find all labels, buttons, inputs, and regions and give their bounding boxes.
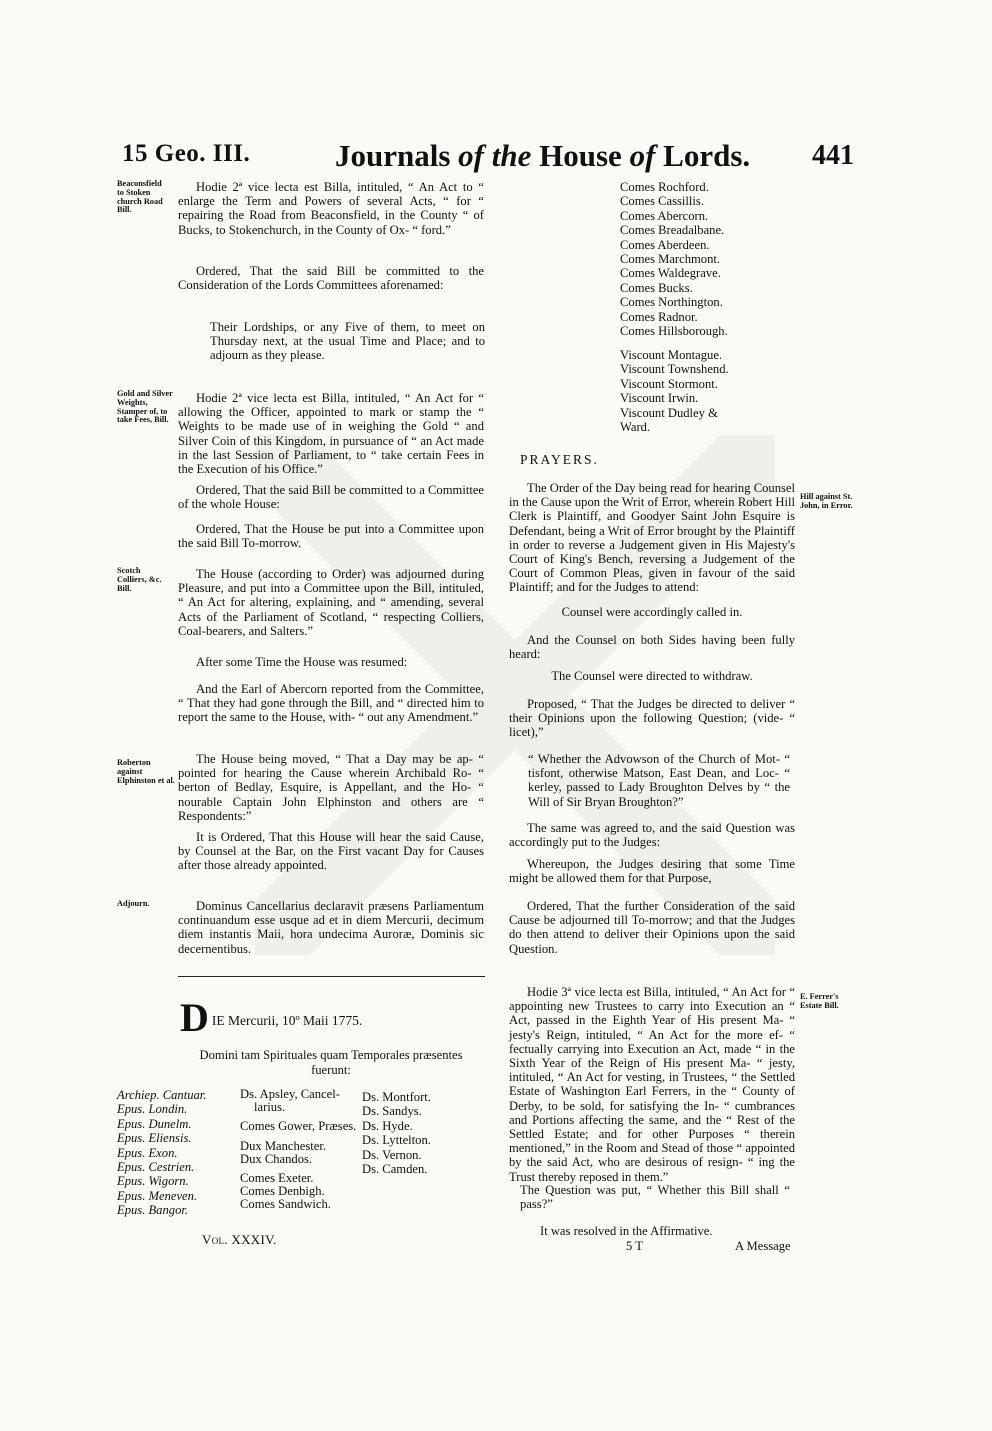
lord-entry: Ds. Camden. xyxy=(362,1162,428,1177)
para-ordered-further: Ordered, That the further Consideration of the said Cause be adjourned till To-morrow; and that the Judges do then attend to deliver their Opinions upon the said Question. xyxy=(509,899,795,956)
lord-entry: Comes Radnor. xyxy=(620,309,698,324)
title-of-2: of xyxy=(629,138,656,173)
margin-note-ferrers: E. Ferrer's Estate Bill. xyxy=(800,992,839,1010)
para-counsel-withdraw: The Counsel were directed to withdraw. xyxy=(551,669,753,683)
lord-entry: Comes Abercorn. xyxy=(620,208,709,223)
para-proposed: Proposed, “ That the Judges be directed to deliver “ their Opinions upon the following Question; (vide- “ licet),” xyxy=(509,697,795,740)
lord-entry: Comes Rochford. xyxy=(620,180,709,194)
para-question-put: The Question was put, “ Whether this Bill shall “ pass?” xyxy=(520,1183,790,1212)
lord-entry: Epus. Meneven. xyxy=(117,1188,198,1203)
margin-note-roberton: Roberton against Elphinston et al. xyxy=(117,758,175,785)
lord-entry: Viscount Townshend. xyxy=(620,362,729,377)
date-text: IE Mercurii, 10º Maii 1775. xyxy=(211,1013,363,1028)
comites-list xyxy=(620,180,728,338)
para-ordered-committed: Ordered, That the said Bill be committed to the Consideration of the Lords Committees aforenamed: xyxy=(178,264,484,293)
lord-entry: Ds. Lyttelton. xyxy=(362,1133,431,1148)
lord-entry: Epus. Exon. xyxy=(117,1145,178,1160)
lords-column-3 xyxy=(362,1090,431,1176)
lord-entry: Epus. Dunelm. xyxy=(117,1116,192,1131)
margin-note-hill: Hill against St. John, in Error. xyxy=(800,492,853,510)
page-header xyxy=(0,140,992,180)
margin-note-gold-silver: Gold and Silver Weights, Stamper of, to take Fees, Bill. xyxy=(117,389,173,425)
lord-entry: Ds. Apsley, Cancel- xyxy=(240,1087,340,1101)
page-number: 441 xyxy=(812,140,854,171)
lord-entry: Ds. Hyde. xyxy=(362,1118,413,1133)
lord-entry: Viscount Stormont. xyxy=(620,376,718,391)
lord-entry: Ds. Montfort. xyxy=(362,1090,431,1104)
lord-entry: Comes Cassillis. xyxy=(620,194,704,209)
lord-entry: Comes Hillsborough. xyxy=(620,324,728,339)
lord-entry: Epus. Wigorn. xyxy=(117,1174,189,1189)
section-divider xyxy=(178,976,485,977)
prayers-heading: PRAYERS. xyxy=(520,452,599,467)
para-beaconsfield-bill: Hodie 2ª vice lecta est Billa, intituled, “ An Act to “ enlarge the Term and Powers of several Acts, “ for “ repairing the Road from Beaconsfield, in the County “ of Bucks, to Stokenchurch, in the County of Ox- “ ford.” xyxy=(178,180,484,237)
margin-note-adjourn: Adjourn. xyxy=(117,899,150,908)
date-heading xyxy=(180,995,480,1040)
drop-cap: D xyxy=(180,995,209,1040)
para-judges-desiring: Whereupon, the Judges desiring that some Time might be allowed them for that Purpose, xyxy=(509,857,795,886)
lord-entry: Comes Denbigh. xyxy=(240,1184,325,1199)
volume-signature: Vol. XXXIV. xyxy=(202,1232,277,1247)
lord-entry: Epus. Londin. xyxy=(117,1102,188,1117)
lord-entry: Epus. Cestrien. xyxy=(117,1160,195,1175)
margin-note-scotch-colliers: Scotch Colliers, &c. Bill. xyxy=(117,566,162,593)
lord-entry: Dux Chandos. xyxy=(240,1151,313,1166)
para-adjournment-latin: Dominus Cancellarius declaravit præsens Parliamentum continuandum esse usque ad et in diem Mercurii, decimum diem instantis Maii, hora undecima Auroræ, Dominis sic decernentibus. xyxy=(178,899,484,956)
regnal-year: 15 Geo. III. xyxy=(122,140,251,167)
para-counsel-heard: And the Counsel on both Sides having been fully heard: xyxy=(509,633,795,662)
domini-line-2: fuerunt: xyxy=(311,1063,351,1077)
para-resolved: It was resolved in the Affirmative. xyxy=(540,1224,713,1238)
lord-entry: Viscount Irwin. xyxy=(620,391,699,406)
lord-entry: Archiep. Cantuar. xyxy=(117,1088,207,1102)
lord-entry: Comes Northington. xyxy=(620,295,723,310)
para-order-of-day: The Order of the Day being read for hearing Counsel in the Cause upon the Writ of Error, wherein Robert Hill Clerk is Plaintiff, and Goodyer Saint John Esquire is Defendant, being a Writ of Error brought by the Plaintiff in order to reverse a Judgement given in His Majesty's Court of King's Bench, reversing a Judgement of the Court of Common Pleas, given in favour of the said Plaintiff; and for the Judges to attend: xyxy=(509,481,795,595)
para-house-resumed: After some Time the House was resumed: xyxy=(196,655,408,669)
para-ferrers-bill: Hodie 3ª vice lecta est Billa, intituled, “ An Act for “ appointing new Trustees to carry into Execution an “ Act, passed in the Eighth Year of His present Ma- “ jesty's Reign, intituled, “ An Act for the more ef- “ fectually carrying into Execution an Act, made “ in the Sixth Year of the Reign of His present Ma- “ jesty, intituled, “ An Act for vesting, in Trustees, “ the Settled Estate of Washington Earl Ferrers, in the “ County of Derby, to be sold, for satisfying the In- “ cumbrances and Portions affecting the same, and the “ Rest of the Settled Estate; and for other Purposes “ therein mentioned,” in the Room and Stead of those “ appointed by the said Act, who are desirous of resign- “ ing the Trust thereby reposed in them.” xyxy=(509,985,795,1184)
lord-entry: Epus. Bangor. xyxy=(117,1203,189,1218)
lord-entry: Comes Exeter. xyxy=(240,1171,314,1186)
para-ordered-whole-house: Ordered, That the said Bill be committed to a Committee of the whole House: xyxy=(178,483,484,512)
lord-entry: larius. xyxy=(254,1100,286,1115)
lords-column-2 xyxy=(240,1088,356,1212)
running-title xyxy=(335,138,750,174)
catchword: A Message xyxy=(735,1239,791,1253)
title-the: the xyxy=(491,138,532,173)
title-house: House xyxy=(539,138,622,173)
viscounts-list xyxy=(620,348,750,434)
para-gold-silver-bill: Hodie 2ª vice lecta est Billa, intituled, “ An Act for “ allowing the Officer, appointed to mark or stamp the “ Weights to be made use of in weighing the Gold “ and Silver Coin of this Kingdom, in pursuance of “ an Act made in the last Session of Parliament, to “ take certain Fees in the Execution of his Office.” xyxy=(178,391,484,477)
para-lordships-meet: Their Lordships, or any Five of them, to meet on Thursday next, at the usual Time and Place; and to adjourn as they please. xyxy=(210,320,485,363)
domini-line-1: Domini tam Spirituales quam Temporales præsentes xyxy=(199,1048,463,1062)
para-ordered-hear-cause: It is Ordered, That this House will hear the said Cause, by Counsel at the Bar, on the First vacant Day for Causes after those already appointed. xyxy=(178,830,484,873)
title-of: of xyxy=(458,138,484,173)
lord-entry: Comes Gower, Præses. xyxy=(240,1119,357,1134)
para-question-advowson: “ Whether the Advowson of the Church of Mot- “ tisfont, otherwise Matson, East Dean, and Loc- “ kerley, passed to Lady Broughton Delves by “ the Will of Sir Bryan Broughton?” xyxy=(528,752,790,809)
lord-entry: Comes Aberdeen. xyxy=(620,237,710,252)
lord-entry: Dux Manchester. xyxy=(240,1138,327,1153)
para-house-moved: The House being moved, “ That a Day may be ap- “ pointed for hearing the Cause wherein Archibald Ro- “ berton of Bedlay, Esquire, is Appellant, and the Ho- “ nourable Captain John Elphinston and others are “ Respondents:” xyxy=(178,752,484,823)
lord-entry: Epus. Eliensis. xyxy=(117,1131,192,1146)
margin-note-beaconsfield: Beaconsfield to Stoken church Road Bill. xyxy=(117,179,163,215)
lord-entry: Comes Bucks. xyxy=(620,280,693,295)
para-counsel-called: Counsel were accordingly called in. xyxy=(561,605,743,619)
para-scotch-colliers: The House (according to Order) was adjourned during Pleasure, and put into a Committee upon the Bill, intituled, “ An Act for altering, explaining, and “ amending, several Acts of the Parliament of Scotland, “ respecting Colliers, Coal-bearers, and Salters.” xyxy=(178,567,484,638)
lords-column-1 xyxy=(117,1088,206,1218)
lord-entry: Viscount Montague. xyxy=(620,348,723,362)
title-journals: Journals xyxy=(335,138,451,173)
para-abercorn-reported: And the Earl of Abercorn reported from the Committee, “ That they had gone through the Bill, and “ directed him to report the same to the House, with- “ out any Amendment.” xyxy=(178,682,484,725)
lord-entry: Comes Breadalbane. xyxy=(620,223,725,238)
para-ordered-committee-tomorrow: Ordered, That the House be put into a Committee upon the said Bill To-morrow. xyxy=(178,522,484,551)
lord-entry: Ds. Sandys. xyxy=(362,1104,422,1119)
lord-entry: Ds. Vernon. xyxy=(362,1147,422,1162)
signature-mark: 5 T xyxy=(626,1239,643,1253)
lord-entry: Comes Sandwich. xyxy=(240,1197,331,1212)
para-same-agreed: The same was agreed to, and the said Question was accordingly put to the Judges: xyxy=(509,821,795,850)
title-lords: Lords. xyxy=(663,138,751,173)
lord-entry: Comes Marchmont. xyxy=(620,252,721,267)
lord-entry: Comes Waldegrave. xyxy=(620,266,721,281)
lord-entry: Viscount Dudley & Ward. xyxy=(620,405,718,435)
